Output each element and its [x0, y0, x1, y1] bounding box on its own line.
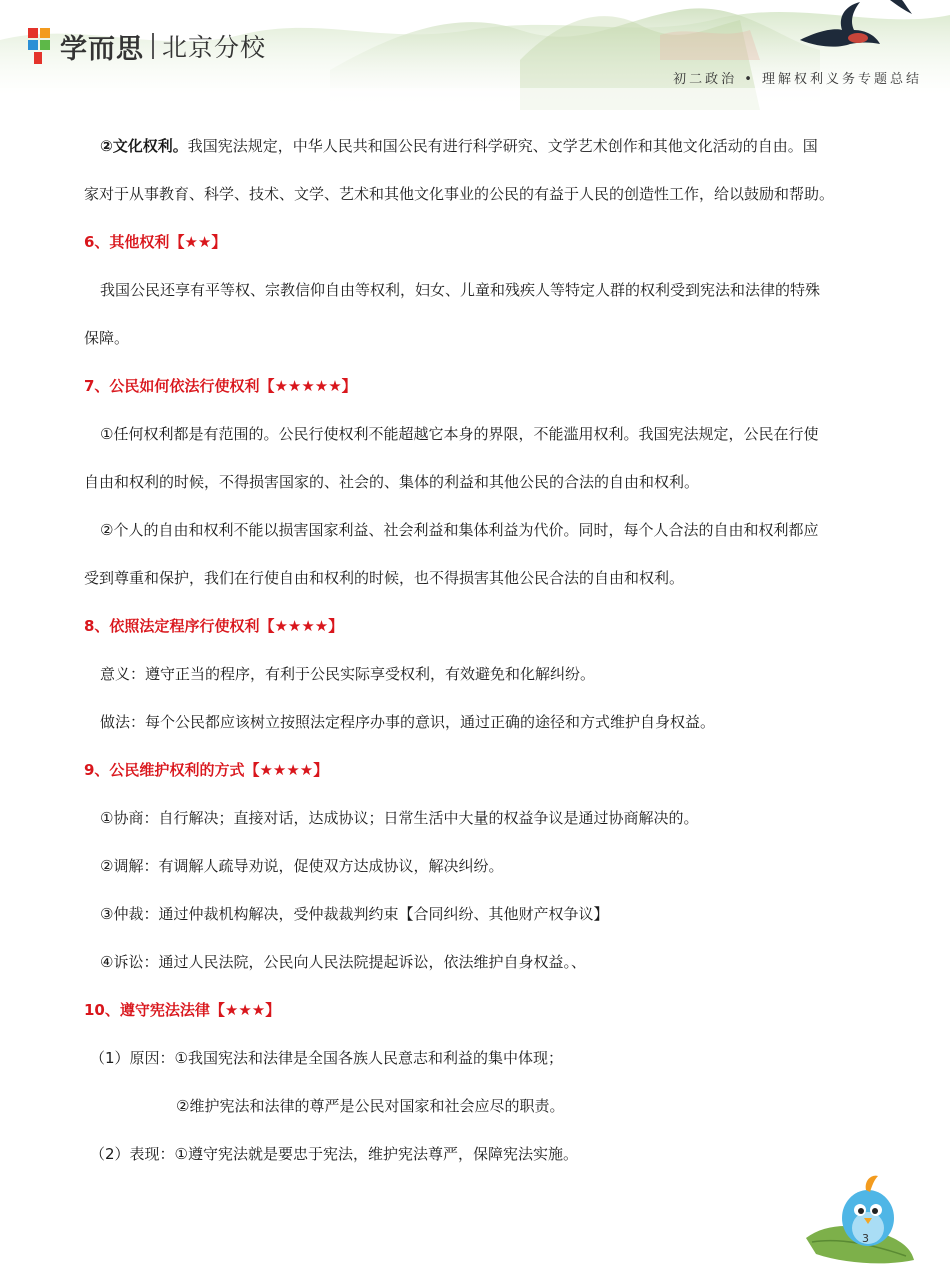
section-heading-7: 7、公民如何依法行使权利【★★★★★】 — [84, 377, 357, 395]
paragraph-cultural-rights — [84, 122, 884, 170]
paragraph-reason-1: （1）原因：①我国宪法和法律是全国各族人民意志和利益的集中体现； — [90, 1049, 563, 1067]
list-item-negotiation: ①协商：自行解决；直接对话，达成协议；日常生活中大量的权益争议是通过协商解决的。 — [100, 809, 699, 827]
paragraph-continuation: 受到尊重和保护，我们在行使自由和权利的时候，也不得损害其他公民合法的自由和权利。 — [84, 569, 685, 587]
section-heading-9: 9、公民维护权利的方式【★★★★】 — [84, 761, 329, 779]
section-heading-8: 8、依照法定程序行使权利【★★★★】 — [84, 617, 344, 635]
paragraph-continuation: 家对于从事教育、科学、技术、文学、艺术和其他文化事业的公民的有益于人民的创造性工作，给以鼓励和帮助。 — [84, 185, 835, 203]
section-heading-10: 10、遵守宪法法律【★★★】 — [84, 1001, 281, 1019]
swallow-bird-icon — [780, 0, 930, 60]
logo-divider — [152, 33, 154, 59]
document-body — [84, 122, 884, 1178]
list-item-arbitration: ③仲裁：通过仲裁机构解决，受仲裁裁判约束【合同纠纷、其他财产权争议】 — [100, 905, 609, 923]
logo-branch-text: 北京分校 — [162, 33, 267, 62]
paragraph-significance: 意义：遵守正当的程序，有利于公民实际享受权利，有效避免和化解纠纷。 — [100, 665, 596, 683]
paragraph-rights-scope: ①任何权利都是有范围的。公民行使权利不能超越它本身的界限，不能滥用权利。我国宪法规定，公民在行使 — [100, 425, 819, 443]
paragraph-bold-lead: ②文化权利。 — [100, 137, 188, 155]
paragraph-performance: （2）表现：①遵守宪法就是要忠于宪法，维护宪法尊严，保障宪法实施。 — [90, 1145, 578, 1163]
brand-logo — [26, 26, 266, 66]
page-number: 3 — [862, 1232, 869, 1245]
paragraph-other-rights: 我国公民还享有平等权、宗教信仰自由等权利，妇女、儿童和残疾人等特定人群的权利受到宪法和法律的特殊 — [100, 281, 821, 299]
paragraph-method: 做法：每个公民都应该树立按照法定程序办事的意识，通过正确的途径和方式维护自身权益。 — [100, 713, 716, 731]
bird-mascot-icon — [806, 1168, 916, 1268]
logo-brand-text: 学而思 — [60, 33, 144, 65]
list-item-litigation: ④诉讼：通过人民法院，公民向人民法院提起诉讼，依法维护自身权益。、 — [100, 953, 586, 971]
paragraph-rights-limit: ②个人的自由和权利不能以损害国家利益、社会利益和集体利益为代价。同时，每个人合法的自由和权利都应 — [100, 521, 819, 539]
paragraph-text: 我国宪法规定，中华人民共和国公民有进行科学研究、文学艺术创作和其他文化活动的自由。国 — [187, 137, 818, 155]
section-heading-6: 6、其他权利【★★】 — [84, 233, 227, 251]
paragraph-reason-2: ②维护宪法和法律的尊严是公民对国家和社会应尽的职责。 — [176, 1097, 565, 1115]
document-title: 初二政治 • 理解权利义务专题总结 — [673, 72, 922, 87]
logo-mark-icon — [26, 26, 54, 66]
list-item-mediation: ②调解：有调解人疏导劝说，促使双方达成协议，解决纠纷。 — [100, 857, 504, 875]
paragraph-continuation: 保障。 — [84, 329, 130, 347]
paragraph-continuation: 自由和权利的时候，不得损害国家的、社会的、集体的利益和其他公民的合法的自由和权利。 — [84, 473, 700, 491]
